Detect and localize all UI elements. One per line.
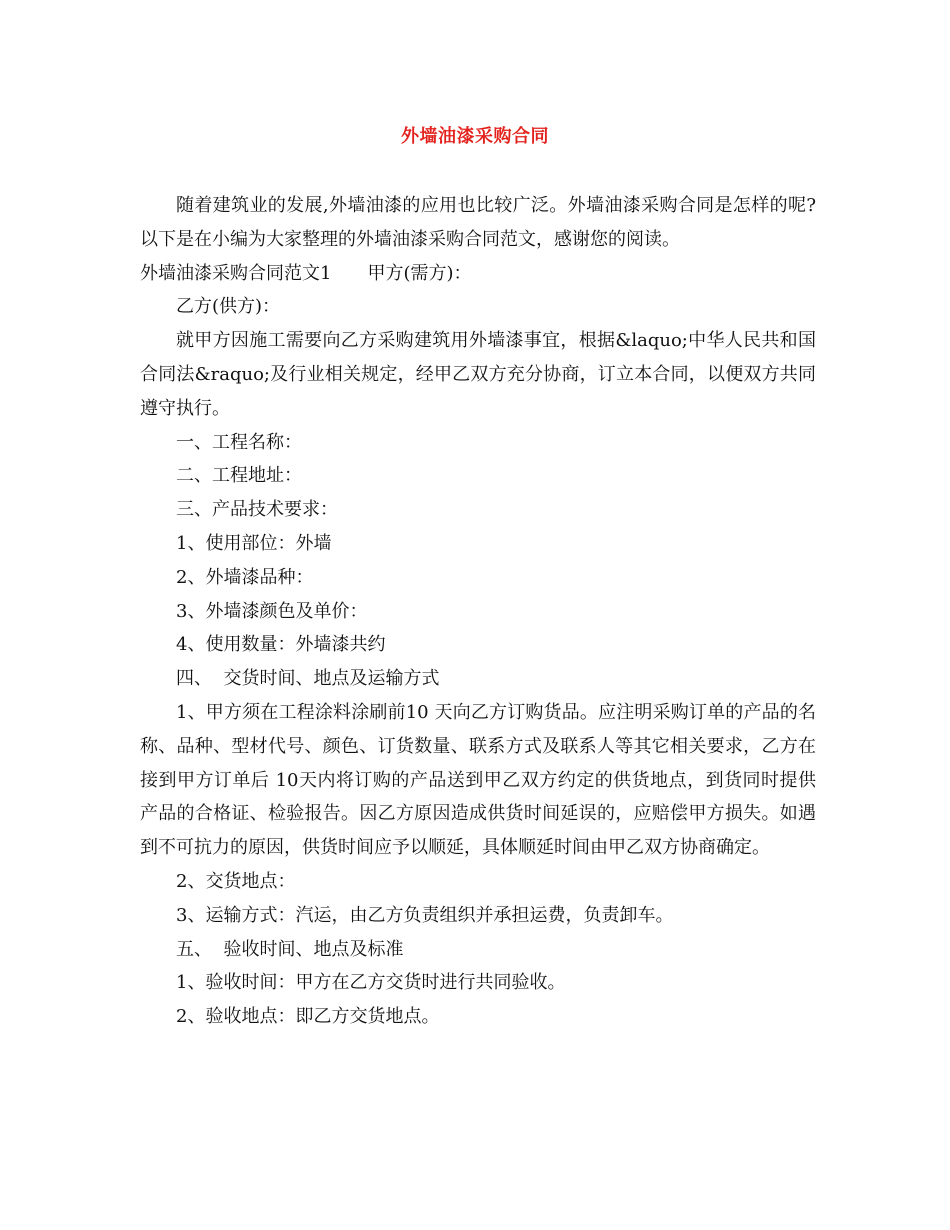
- sample-heading-line: [140, 257, 816, 291]
- item-acceptance-location: 2、验收地点：即乙方交货地点。: [176, 1006, 440, 1028]
- section-tech-requirements: 三、产品技术要求：: [176, 499, 338, 521]
- party-b-label: 乙方(供方)：: [176, 296, 281, 318]
- item-delivery-location: 2、交货地点：: [176, 870, 296, 892]
- section-project-name: 一、工程名称：: [176, 431, 302, 453]
- item-transport: 3、运输方式：汽运，由乙方负责组织并承担运费，负责卸车。: [176, 904, 674, 926]
- preamble-paragraph: 就甲方因施工需要向乙方采购建筑用外墙漆事宜，根据&laquo;中华人民共和国合同法&raquo;及行业相关规定，经甲乙双方充分协商，订立本合同，以便双方共同遵守执行。: [140, 330, 816, 419]
- section-project-address: 二、工程地址：: [176, 465, 302, 487]
- item-paint-type: 2、外墙漆品种：: [176, 566, 314, 588]
- section-acceptance: 五、 验收时间、地点及标准: [176, 938, 404, 960]
- party-a-label: 甲方(需方)：: [367, 262, 472, 284]
- item-usage-location: 1、使用部位：外墙: [176, 532, 332, 554]
- item-usage-quantity: 4、使用数量：外墙漆共约: [176, 634, 386, 656]
- section-delivery: 四、 交货时间、地点及运输方式: [176, 668, 440, 690]
- delivery-paragraph: 1、甲方须在工程涂料涂刷前10 天向乙方订购货品。应注明采购订单的产品的名称、品种、型材代号、颜色、订货数量、联系方式及联系人等其它相关要求，乙方在接到甲方订单后 10天内将订购的产品送到甲乙双方约定的供货地点，到货同时提供产品的合格证、检验报告。因乙方原因造成供货时间延误的，应赔偿甲方损失。如遇到不可抗力的原因，供货时间应予以顺延，具体顺延时间由甲乙双方协商确定。: [140, 701, 816, 859]
- item-acceptance-time: 1、验收时间：甲方在乙方交货时进行共同验收。: [176, 972, 566, 994]
- item-paint-color-price: 3、外墙漆颜色及单价：: [176, 600, 368, 622]
- document-body: [140, 189, 816, 1034]
- intro-paragraph: 随着建筑业的发展,外墙油漆的应用也比较广泛。外墙油漆采购合同是怎样的呢?以下是在小编为大家整理的外墙油漆采购合同范文，感谢您的阅读。: [140, 195, 816, 250]
- sample-label: 外墙油漆采购合同范文1: [140, 262, 332, 284]
- document-title: 外墙油漆采购合同: [401, 126, 549, 147]
